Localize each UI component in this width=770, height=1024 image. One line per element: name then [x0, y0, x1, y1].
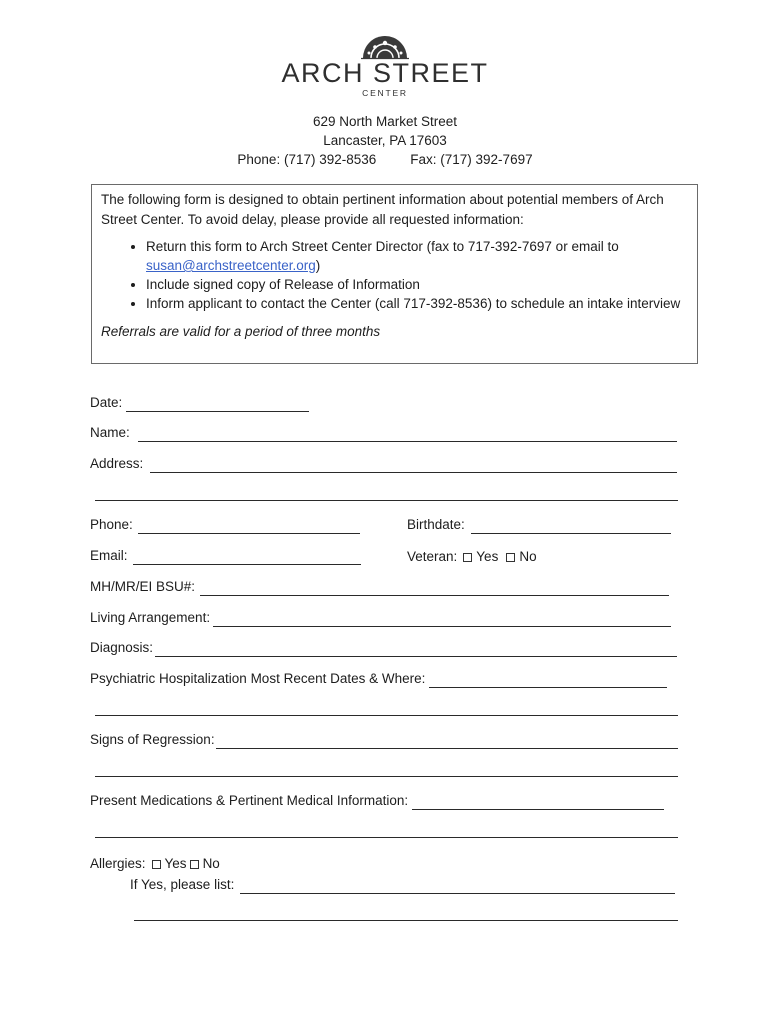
- email-field[interactable]: [133, 551, 361, 565]
- veteran-yes-label: Yes: [476, 549, 499, 564]
- living-field[interactable]: [213, 613, 671, 627]
- living-label: Living Arrangement:: [90, 610, 211, 625]
- bsu-row: [90, 578, 669, 596]
- veteran-no-label: No: [519, 549, 537, 564]
- contact-line: [0, 150, 770, 169]
- date-field[interactable]: [126, 398, 309, 412]
- phone-number: Phone: (717) 392-8536: [237, 152, 377, 167]
- veteran-row: [407, 548, 537, 566]
- email-row: [90, 547, 361, 565]
- birthdate-row: [407, 516, 671, 534]
- allergies-yes-label: Yes: [164, 856, 187, 871]
- phone-label: Phone:: [90, 517, 133, 532]
- logo: [0, 34, 770, 98]
- instruction-item: [146, 237, 688, 275]
- allergies-label: Allergies:: [90, 856, 146, 871]
- address-field[interactable]: [150, 459, 677, 473]
- if-yes-row: [130, 876, 675, 894]
- name-row: [90, 424, 677, 442]
- allergies-yes-checkbox[interactable]: [152, 860, 161, 869]
- arch-logo-icon: [359, 34, 411, 60]
- date-label: Date:: [90, 395, 123, 410]
- medications-row: [90, 792, 664, 810]
- allergies-no-checkbox[interactable]: [190, 860, 199, 869]
- regression-row: [90, 731, 678, 749]
- diagnosis-row: [90, 639, 677, 657]
- fax-number: Fax: (717) 392-7697: [410, 152, 533, 167]
- psych-label: Psychiatric Hospitalization Most Recent Dates & Where:: [90, 671, 426, 686]
- allergies-no-label: No: [202, 856, 220, 871]
- allergies-list-field[interactable]: [240, 880, 675, 894]
- veteran-no-checkbox[interactable]: [506, 553, 515, 562]
- allergies-list-field-2[interactable]: [134, 920, 678, 921]
- validity-note: Referrals are valid for a period of three months: [101, 324, 381, 339]
- diagnosis-label: Diagnosis:: [90, 640, 154, 655]
- regression-label: Signs of Regression:: [90, 732, 215, 747]
- bsu-label: MH/MR/EI BSU#:: [90, 579, 196, 594]
- email-label: Email:: [90, 548, 128, 563]
- instruction-item: • Inform applicant to contact the Center (call 717-392-8536) to schedule an intake interview: [146, 294, 688, 313]
- veteran-yes-checkbox[interactable]: [463, 553, 472, 562]
- living-row: [90, 609, 671, 627]
- phone-field[interactable]: [138, 520, 360, 534]
- veteran-label: Veteran:: [407, 549, 458, 564]
- regression-field[interactable]: [216, 735, 678, 749]
- instructions-box: [91, 184, 698, 364]
- address-city: Lancaster, PA 17603: [323, 133, 447, 148]
- allergies-row: [90, 855, 220, 873]
- if-yes-label: If Yes, please list:: [130, 877, 235, 892]
- birthdate-label: Birthdate:: [407, 517, 465, 532]
- logo-subtitle: CENTER: [362, 88, 408, 98]
- address-label: Address:: [90, 456, 144, 471]
- psych-row: [90, 670, 667, 688]
- name-field[interactable]: [138, 428, 677, 442]
- instructions-list: [101, 237, 688, 313]
- medications-field[interactable]: [412, 796, 664, 810]
- regression-field-2[interactable]: [95, 776, 678, 777]
- medications-field-2[interactable]: [95, 837, 678, 838]
- email-link[interactable]: susan@archstreetcenter.org: [146, 258, 316, 273]
- logo-wordmark: ARCH STREET: [281, 58, 489, 88]
- instruction-item: • Include signed copy of Release of Information: [146, 275, 688, 294]
- psych-field[interactable]: [429, 674, 667, 688]
- bsu-field[interactable]: [200, 582, 669, 596]
- diagnosis-field[interactable]: [155, 643, 677, 657]
- medications-label: Present Medications & Pertinent Medical Information:: [90, 793, 409, 808]
- instruction-text: Return this form to Arch Street Center Director (fax to 717-392-7697 or email to: [146, 239, 619, 254]
- psych-field-2[interactable]: [95, 715, 678, 716]
- address-street: 629 North Market Street: [312, 114, 458, 129]
- name-label: Name:: [90, 425, 130, 440]
- date-row: [90, 394, 309, 412]
- address-field-2[interactable]: [95, 500, 678, 501]
- instructions-intro: The following form is designed to obtain pertinent information about potential members of Arch Street Center. To avoid delay, please provide all requested information:: [101, 192, 664, 227]
- birthdate-field[interactable]: [471, 520, 671, 534]
- instruction-text-end: ): [315, 258, 321, 273]
- phone-row: [90, 516, 360, 534]
- address-row: [90, 455, 677, 473]
